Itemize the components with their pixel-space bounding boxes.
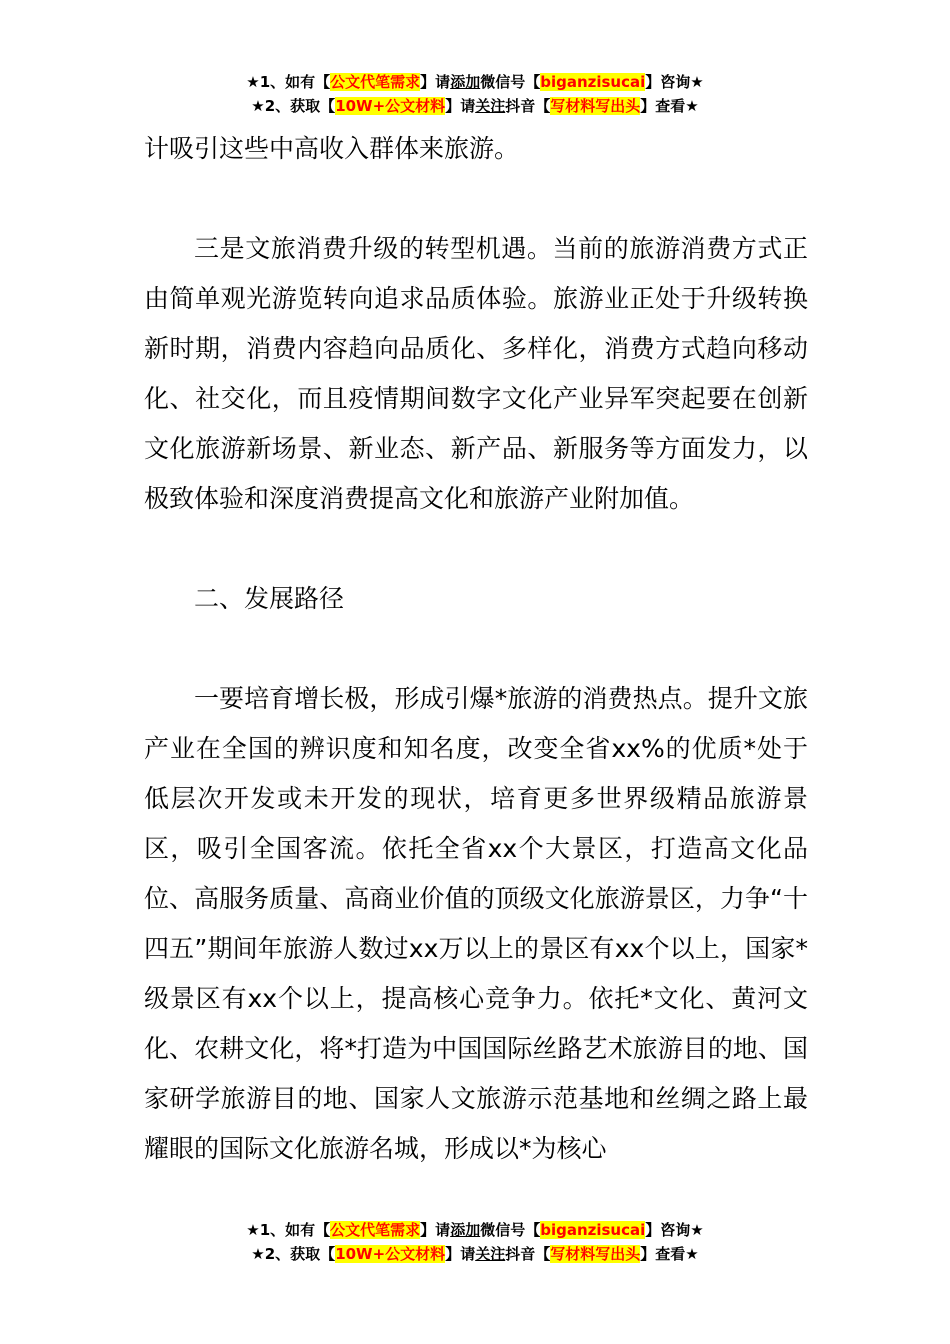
banner-highlight: 公文代笔需求	[330, 1221, 421, 1239]
banner-highlight: 写材料写出头	[550, 97, 641, 115]
banner-underlined: 添加	[450, 1221, 481, 1239]
paragraph-gap	[144, 174, 808, 224]
paragraph-gap	[144, 624, 808, 674]
paragraph-gap	[144, 524, 808, 574]
banner-text: ★2、获取【	[251, 1245, 336, 1263]
banner-underlined: 关注	[475, 1245, 506, 1263]
paragraph-continuation: 计吸引这些中高收入群体来旅游。	[144, 134, 520, 163]
banner-text: ★2、获取【	[251, 97, 336, 115]
banner-text: 】请	[445, 97, 476, 115]
document-body	[144, 124, 808, 1174]
banner-underlined: 添加	[450, 73, 481, 91]
banner-text: 微信号【	[480, 73, 541, 91]
banner-highlight: 10W+公文材料	[335, 97, 446, 115]
banner-line-2	[0, 94, 950, 118]
banner-highlight: biganzisucai	[540, 73, 646, 91]
header-banner	[0, 70, 950, 118]
banner-text: 】咨询★	[645, 1221, 704, 1239]
banner-highlight: 10W+公文材料	[335, 1245, 446, 1263]
footer-banner	[0, 1218, 950, 1266]
banner-line-2	[0, 1242, 950, 1266]
paragraph-consumption-upgrade: 三是文旅消费升级的转型机遇。当前的旅游消费方式正由简单观光游览转向追求品质体验。旅游业正处于升级转换新时期，消费内容趋向品质化、多样化，消费方式趋向移动化、社交化，而且疫情期间数字文化产业异军突起要在创新文化旅游新场景、新业态、新产品、新服务等方面发力，以极致体验和深度消费提高文化和旅游产业附加值。	[144, 234, 808, 513]
banner-underlined: 关注	[475, 97, 506, 115]
banner-text: ★1、如有【	[246, 1221, 331, 1239]
section-heading: 二、发展路径	[194, 584, 345, 613]
banner-text: 】查看★	[640, 1245, 699, 1263]
paragraph-growth-pole: 一要培育增长极，形成引爆*旅游的消费热点。提升文旅产业在全国的辨识度和知名度，改变全省xx%的优质*处于低层次开发或未开发的现状，培育更多世界级精品旅游景区，吸引全国客流。依托全省xx个大景区，打造高文化品位、高服务质量、高商业价值的顶级文化旅游景区，力争“十四五”期间年旅游人数过xx万以上的景区有xx个以上，国家*级景区有xx个以上，提高核心竞争力。依托*文化、黄河文化、农耕文化，将*打造为中国国际丝路艺术旅游目的地、国家研学旅游目的地、国家人文旅游示范基地和丝绸之路上最耀眼的国际文化旅游名城，形成以*为核心	[144, 684, 808, 1163]
banner-text: 】咨询★	[645, 73, 704, 91]
banner-highlight: 写材料写出头	[550, 1245, 641, 1263]
banner-highlight: 公文代笔需求	[330, 73, 421, 91]
banner-text: 抖音【	[505, 97, 551, 115]
banner-text: 抖音【	[505, 1245, 551, 1263]
banner-highlight: biganzisucai	[540, 1221, 646, 1239]
banner-text: 】请	[445, 1245, 476, 1263]
banner-line-1	[0, 1218, 950, 1242]
banner-text: 】查看★	[640, 97, 699, 115]
banner-line-1	[0, 70, 950, 94]
banner-text: ★1、如有【	[246, 73, 331, 91]
banner-text: 微信号【	[480, 1221, 541, 1239]
banner-text: 】请	[420, 1221, 451, 1239]
banner-text: 】请	[420, 73, 451, 91]
